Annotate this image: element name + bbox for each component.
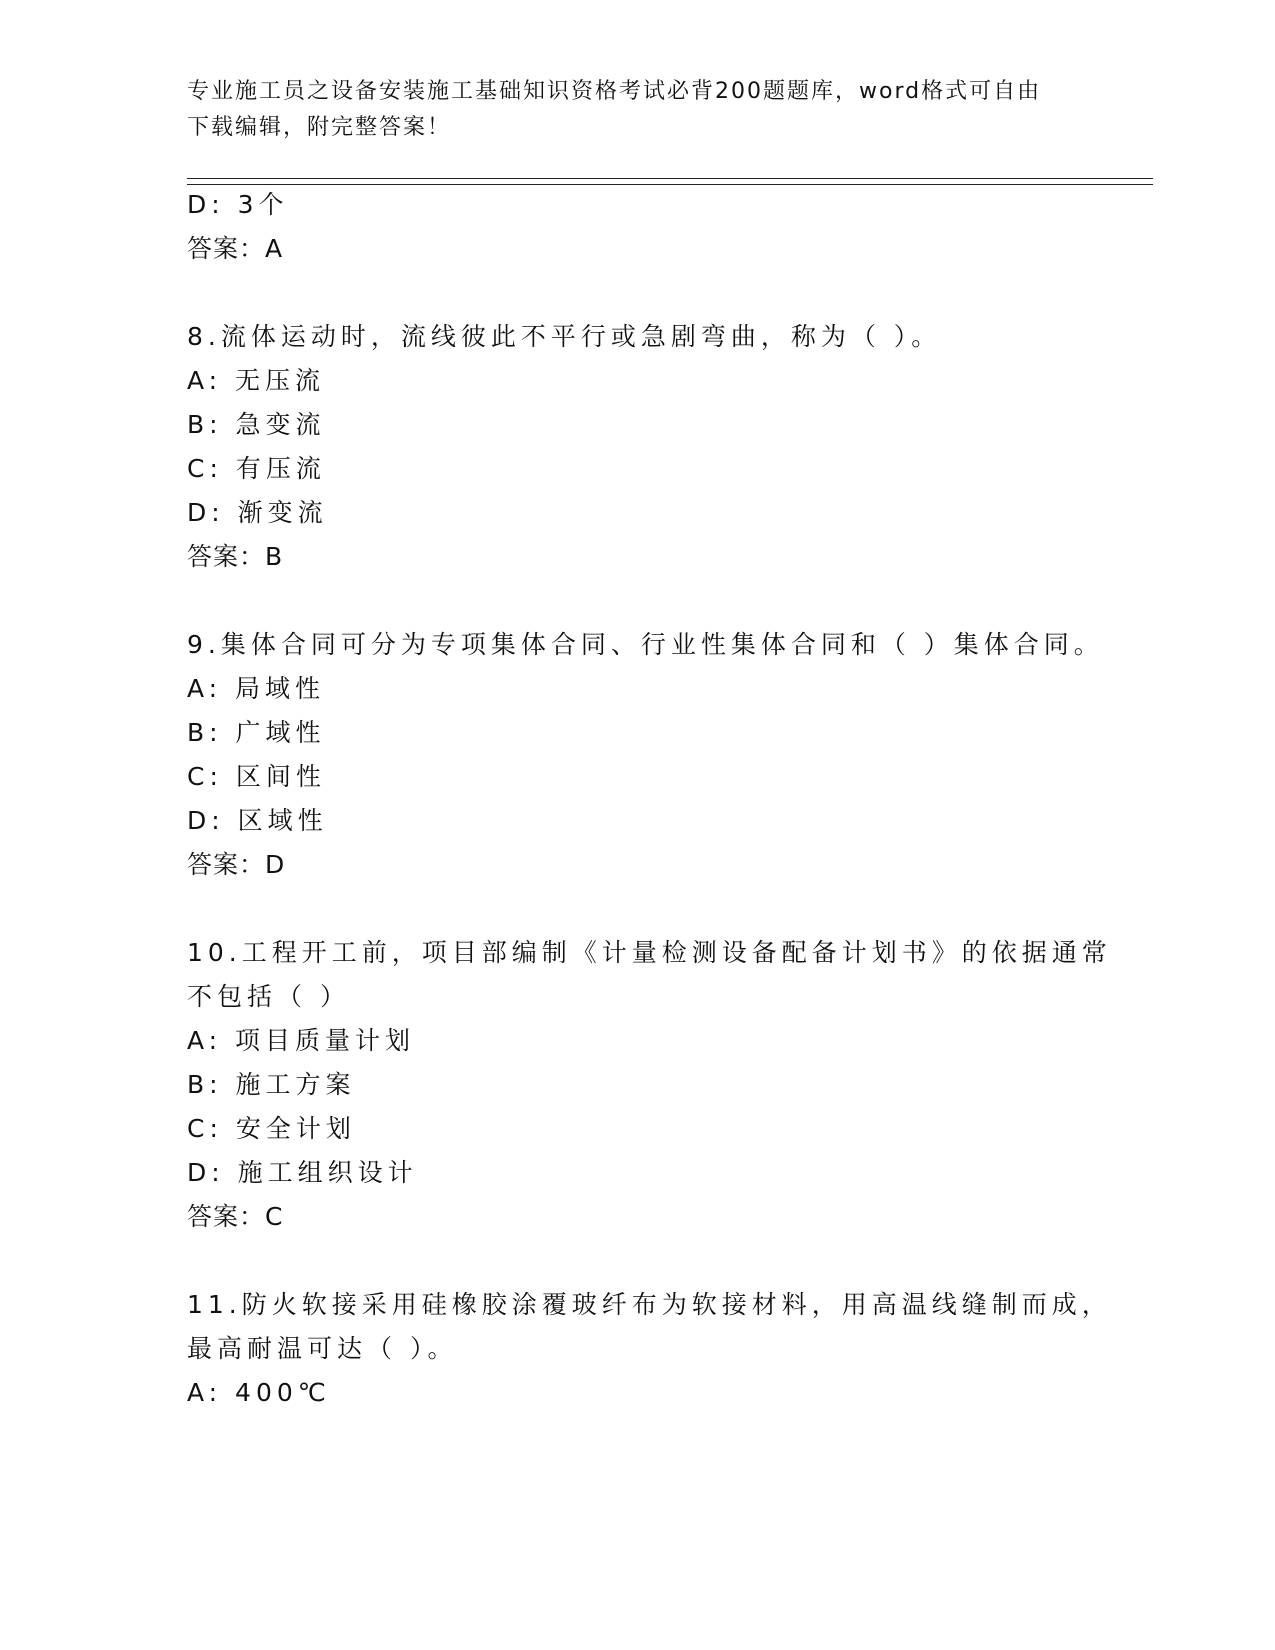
q11-option-a: A: 400℃: [187, 1378, 331, 1407]
header-divider-bottom: [187, 184, 1153, 185]
q10-option-a: A: 项目质量计划: [187, 1026, 416, 1055]
header-line-1: 专业施工员之设备安装施工基础知识资格考试必背200题题库，word格式可自由: [187, 79, 1042, 104]
q10-answer: 答案：C: [187, 1202, 284, 1231]
q11-stem-line-1: 11.防火软接采用硅橡胶涂覆玻纤布为软接材料，用高温线缝制而成，: [187, 1290, 1112, 1319]
q9-option-d: D: 区域性: [187, 806, 328, 835]
q8-option-c: C: 有压流: [187, 454, 326, 483]
q9-stem: 9.集体合同可分为专项集体合同、行业性集体合同和（ ）集体合同。: [187, 630, 1104, 659]
header-divider-top: [187, 178, 1153, 179]
q8-option-a: A: 无压流: [187, 366, 326, 395]
q10-option-b: B: 施工方案: [187, 1070, 356, 1099]
q10-stem-line-1: 10.工程开工前，项目部编制《计量检测设备配备计划书》的依据通常: [187, 938, 1112, 967]
q9-option-c: C: 区间性: [187, 762, 326, 791]
q9-option-b: B: 广域性: [187, 718, 326, 747]
q8-option-b: B: 急变流: [187, 410, 326, 439]
q8-answer: 答案：B: [187, 542, 284, 571]
q9-answer: 答案：D: [187, 850, 286, 879]
q8-stem: 8.流体运动时，流线彼此不平行或急剧弯曲，称为（ ）。: [187, 322, 942, 351]
q10-option-d: D: 施工组织设计: [187, 1158, 418, 1187]
prev-option-d: D: 3个: [187, 190, 289, 219]
q10-option-c: C: 安全计划: [187, 1114, 356, 1143]
q9-option-a: A: 局域性: [187, 674, 326, 703]
header-line-2: 下载编辑，附完整答案！: [187, 115, 452, 140]
prev-answer: 答案：A: [187, 234, 284, 263]
document-header: [187, 74, 1067, 146]
q11-stem-line-2: 最高耐温可达（ ）。: [187, 1334, 458, 1363]
q10-stem-line-2: 不包括（ ）: [187, 982, 350, 1011]
q8-option-d: D: 渐变流: [187, 498, 328, 527]
